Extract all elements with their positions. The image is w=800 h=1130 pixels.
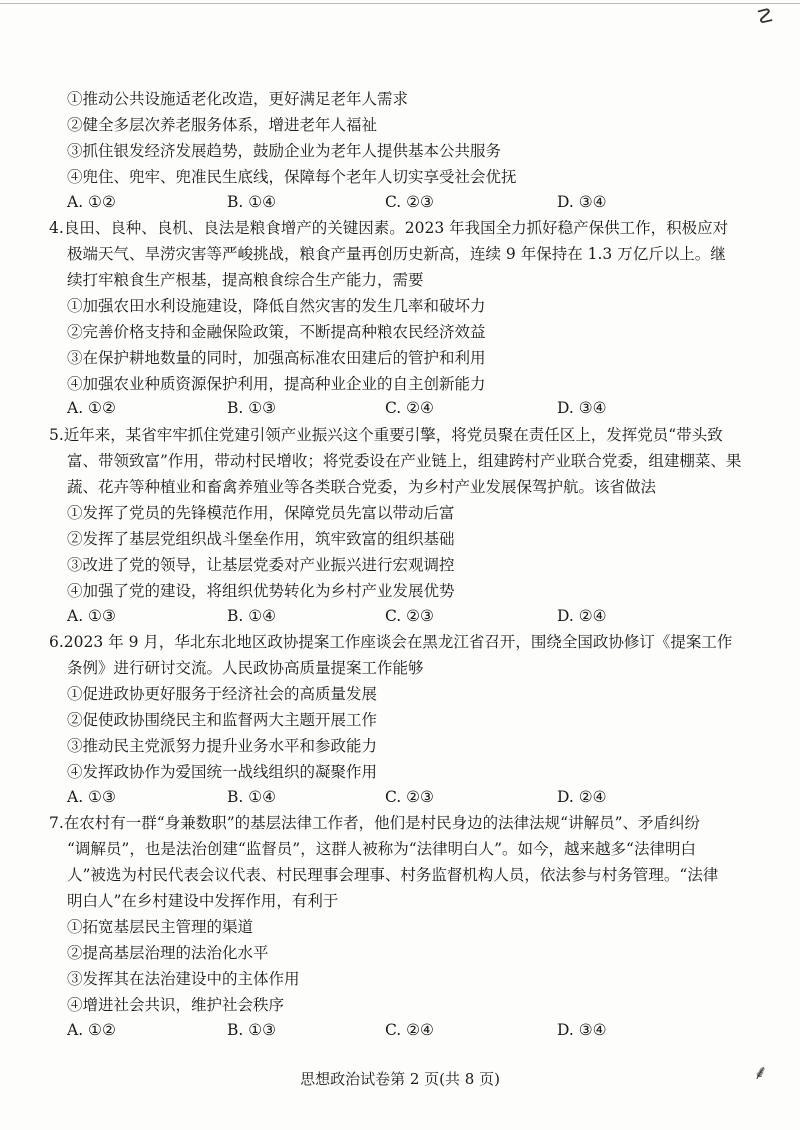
- q4-option-d[interactable]: D. ③④: [557, 399, 607, 417]
- q3-statement-4: ④兜住、兜牢、兜准民生底线，保障每个老年人切实享受社会优抚: [67, 168, 517, 186]
- q4-stem-line-2: 极端天气、旱涝灾害等严峻挑战，粮食产量再创历史新高，连续 9 年保持在 1.3 万亿斤以上。继: [67, 245, 726, 263]
- q4-statement-1: ①加强农田水利设施建设，降低自然灾害的发生几率和破坏力: [67, 297, 486, 315]
- q3-statement-3: ③抓住银发经济发展趋势，鼓励企业为老年人提供基本公共服务: [67, 142, 502, 160]
- q5-stem-text-1: 近年来，某省牢牢抓住党建引领产业振兴这个重要引擎，将党员聚在责任区上，发挥党员“带头致: [63, 426, 723, 444]
- q6-options: [67, 787, 707, 809]
- q6-stem-line-1: [49, 632, 732, 654]
- q3-option-b[interactable]: B. ①④: [227, 193, 277, 211]
- q3-option-c[interactable]: C. ②③: [385, 193, 434, 211]
- q3-options: [67, 192, 707, 214]
- q6-option-b[interactable]: B. ①④: [227, 788, 277, 806]
- q6-statement-3: ③推动民主党派努力提升业务水平和参政能力: [67, 737, 378, 755]
- q3-option-d[interactable]: D. ③④: [557, 193, 607, 211]
- q4-statement-2: ②完善价格支持和金融保险政策，不断提高种粮农民经济效益: [67, 323, 486, 341]
- q5-stem-line-1: [49, 425, 723, 447]
- q5-statement-1: ①发挥了党员的先锋模范作用，保障党员先富以带动后富: [67, 504, 455, 522]
- top-border-line: [0, 3, 800, 4]
- page-footer: 思想政治试卷第 2 页(共 8 页): [300, 1070, 500, 1088]
- q3-statement-2: ②健全多层次养老服务体系，增进老年人福祉: [67, 116, 378, 134]
- q7-stem-line-1: [49, 813, 700, 835]
- q7-statement-2: ②提高基层治理的法治化水平: [67, 944, 269, 962]
- q7-statement-1: ①拓宽基层民主管理的渠道: [67, 918, 254, 936]
- q4-option-b[interactable]: B. ①③: [227, 399, 277, 417]
- q7-option-d[interactable]: D. ③④: [557, 1021, 607, 1039]
- q5-number: 5.: [49, 426, 64, 444]
- q7-stem-line-4: 明白人”在乡村建设中发挥作用，有利于: [67, 892, 339, 910]
- q3-statement-1: ①推动公共设施适老化改造，更好满足老年人需求: [67, 90, 409, 108]
- q5-options: [67, 606, 707, 628]
- q6-statement-2: ②促使政协围绕民主和监督两大主题开展工作: [67, 711, 378, 729]
- q5-statement-3: ③改进了党的领导，让基层党委对产业振兴进行宏观调控: [67, 556, 455, 574]
- q5-option-b[interactable]: B. ①④: [227, 607, 277, 625]
- scribble-mark-top: ☡: [756, 4, 774, 28]
- q5-option-d[interactable]: D. ②④: [557, 607, 607, 625]
- q4-statement-3: ③在保护耕地数量的同时，加强高标准农田建后的管护和利用: [67, 349, 486, 367]
- q6-stem-text-1: 2023 年 9 月，华北东北地区政协提案工作座谈会在黑龙江省召开，围绕全国政协修订《提案工作: [63, 633, 733, 651]
- q5-statement-4: ④加强了党的建设，将组织优势转化为乡村产业发展优势: [67, 582, 455, 600]
- q6-option-a[interactable]: A. ①③: [67, 788, 116, 806]
- q4-stem-text-1: 良田、良种、良机、良法是粮食增产的关键因素。2023 年我国全力抓好稳产保供工作，积极应对: [63, 219, 729, 237]
- q5-stem-line-2: 富、带领致富”作用，带动村民增收；将党委设在产业链上，组建跨村产业联合党委，组建棚菜、果: [67, 452, 742, 470]
- q7-stem-text-1: 在农村有一群“身兼数职”的基层法律工作者，他们是村民身边的法律法规“讲解员”、矛盾纠纷: [63, 814, 700, 832]
- q7-option-b[interactable]: B. ①③: [227, 1021, 277, 1039]
- q6-stem-line-2: 条例》进行研讨交流。人民政协高质量提案工作能够: [67, 659, 424, 677]
- q6-option-d[interactable]: D. ②④: [557, 788, 607, 806]
- q7-statement-4: ④增进社会共识，维护社会秩序: [67, 996, 285, 1014]
- q4-option-a[interactable]: A. ①②: [67, 399, 116, 417]
- scribble-mark-bottom: ⸙: [753, 1060, 768, 1084]
- q7-statement-3: ③发挥其在法治建设中的主体作用: [67, 970, 300, 988]
- q7-option-c[interactable]: C. ②④: [385, 1021, 434, 1039]
- q3-option-a[interactable]: A. ①②: [67, 193, 116, 211]
- q5-stem-line-3: 蔬、花卉等种植业和畜禽养殖业等各类联合党委，为乡村产业发展保驾护航。该省做法: [67, 478, 657, 496]
- q4-statement-4: ④加强农业种质资源保护利用，提高种业企业的自主创新能力: [67, 375, 486, 393]
- q4-number: 4.: [49, 219, 64, 237]
- q4-option-c[interactable]: C. ②④: [385, 399, 434, 417]
- q4-stem-line-3: 续打牢粮食生产根基，提高粮食综合生产能力，需要: [67, 271, 424, 289]
- q7-options: [67, 1020, 707, 1042]
- q6-statement-4: ④发挥政协作为爱国统一战线组织的凝聚作用: [67, 763, 378, 781]
- q6-number: 6.: [49, 633, 64, 651]
- q7-stem-line-3: 人”被选为村民代表会议代表、村民理事会理事、村务监督机构人员，依法参与村务管理。“法律: [67, 866, 719, 884]
- q6-option-c[interactable]: C. ②③: [385, 788, 434, 806]
- q4-options: [67, 398, 707, 420]
- q7-stem-line-2: “调解员”，也是法治创建“监督员”，这群人被称为“法律明白人”。如今，越来越多“法律明白: [67, 840, 696, 858]
- q7-number: 7.: [49, 814, 64, 832]
- q5-statement-2: ②发挥了基层党组织战斗堡垒作用，筑牢致富的组织基础: [67, 530, 455, 548]
- q7-option-a[interactable]: A. ①②: [67, 1021, 116, 1039]
- q5-option-c[interactable]: C. ②③: [385, 607, 434, 625]
- q5-option-a[interactable]: A. ①③: [67, 607, 116, 625]
- q6-statement-1: ①促进政协更好服务于经济社会的高质量发展: [67, 685, 378, 703]
- q4-stem-line-1: [49, 218, 728, 240]
